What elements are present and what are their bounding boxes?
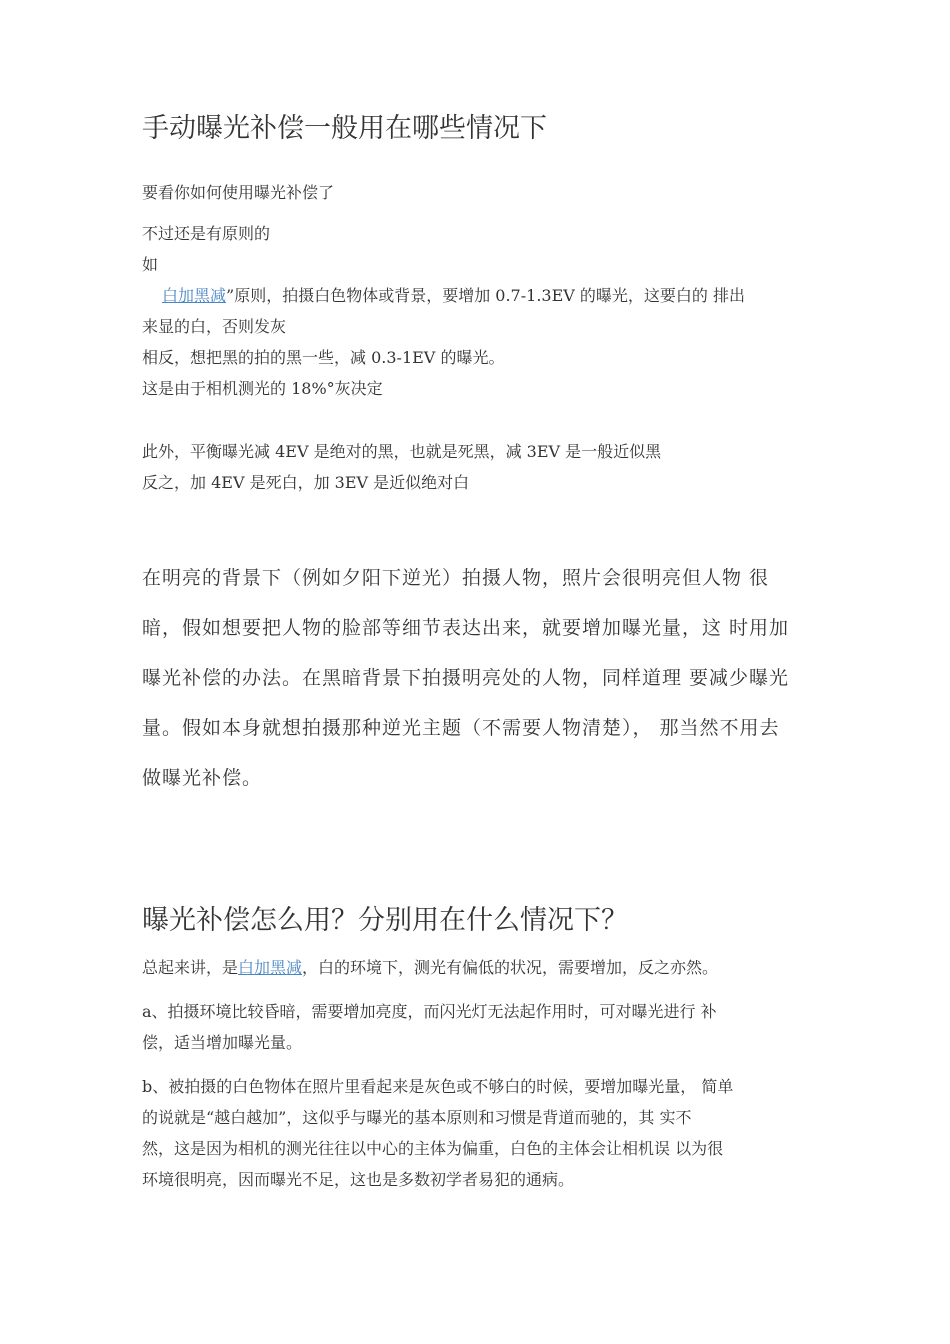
backlight-line: 做曝光补偿。 (142, 767, 263, 789)
item-b-line: 然，这是因为相机的测光往往以中心的主体为偏重，白色的主体会让相机误 以为很 (142, 1139, 724, 1158)
intro-line: 要看你如何使用曝光补偿了 (142, 183, 335, 202)
intro-paragraph (142, 177, 818, 208)
item-b-line: 环境很明亮，因而曝光不足，这也是多数初学者易犯的通病。 (142, 1170, 575, 1189)
backlight-line: 在明亮的背景下（例如夕阳下逆光）拍摄人物，照片会很明亮但人物 很 (142, 567, 770, 589)
heading-1: 手动曝光补偿一般用在哪些情况下 (142, 113, 547, 144)
summary-prefix: 总起来讲，是 (142, 958, 239, 977)
ru-line: 如 (142, 255, 159, 274)
rule-line-2: 来显的白，否则发灰 (142, 317, 287, 336)
principle-line: 不过还是有原则的 (142, 224, 271, 243)
heading-2: 曝光补偿怎么用？分别用在什么情况下？ (142, 905, 628, 936)
item-a-line: 偿，适当增加曝光量。 (142, 1033, 303, 1052)
rule-block (142, 218, 818, 404)
balance-line-2: 反之，加 4EV 是死白，加 3EV 是近似绝对白 (142, 473, 470, 492)
rule-line-1-text: ”原则，拍摄白色物体或背景，要增加 0.7-1.3EV 的曝光，这要白的 排出 (226, 286, 745, 305)
balance-block (142, 436, 818, 498)
balance-line-1: 此外，平衡曝光减 4EV 是绝对的黑，也就是死黑，减 3EV 是一般近似黑 (142, 442, 662, 461)
summary-paragraph (142, 952, 818, 983)
backlight-line: 量。假如本身就想拍摄那种逆光主题（不需要人物清楚）， 那当然不用去 (142, 717, 780, 739)
backlight-line: 暗，假如想要把人物的脸部等细节表达出来，就要增加曝光量，这 时用加 (142, 617, 790, 639)
summary-rest: ，白的环境下，测光有偏低的状况，需要增加，反之亦然。 (302, 958, 719, 977)
item-a-line: a、拍摄环境比较昏暗，需要增加亮度，而闪光灯无法起作用时，可对曝光进行 补 (142, 1002, 717, 1021)
rule-line-1 (142, 280, 818, 311)
item-b-line: 的说就是“越白越加”，这似乎与曝光的基本原则和习惯是背道而驰的，其 实不 (142, 1108, 692, 1127)
item-a-paragraph (142, 996, 818, 1058)
summary-link[interactable]: 白加黑减 (238, 958, 303, 977)
backlight-line: 曝光补偿的办法。在黑暗背景下拍摄明亮处的人物，同样道理 要减少曝光 (142, 667, 790, 689)
rule-link[interactable]: 白加黑减 (162, 286, 227, 305)
item-b-paragraph (142, 1071, 818, 1195)
backlight-paragraph (142, 553, 818, 803)
summary-line (142, 952, 818, 983)
rule-line-3: 相反，想把黑的拍的黑一些，减 0.3-1EV 的曝光。 (142, 348, 505, 367)
item-b-line: b、被拍摄的白色物体在照片里看起来是灰色或不够白的时候，要增加曝光量， 简单 (142, 1077, 734, 1096)
rule-line-4: 这是由于相机测光的 18%°灰决定 (142, 379, 383, 398)
